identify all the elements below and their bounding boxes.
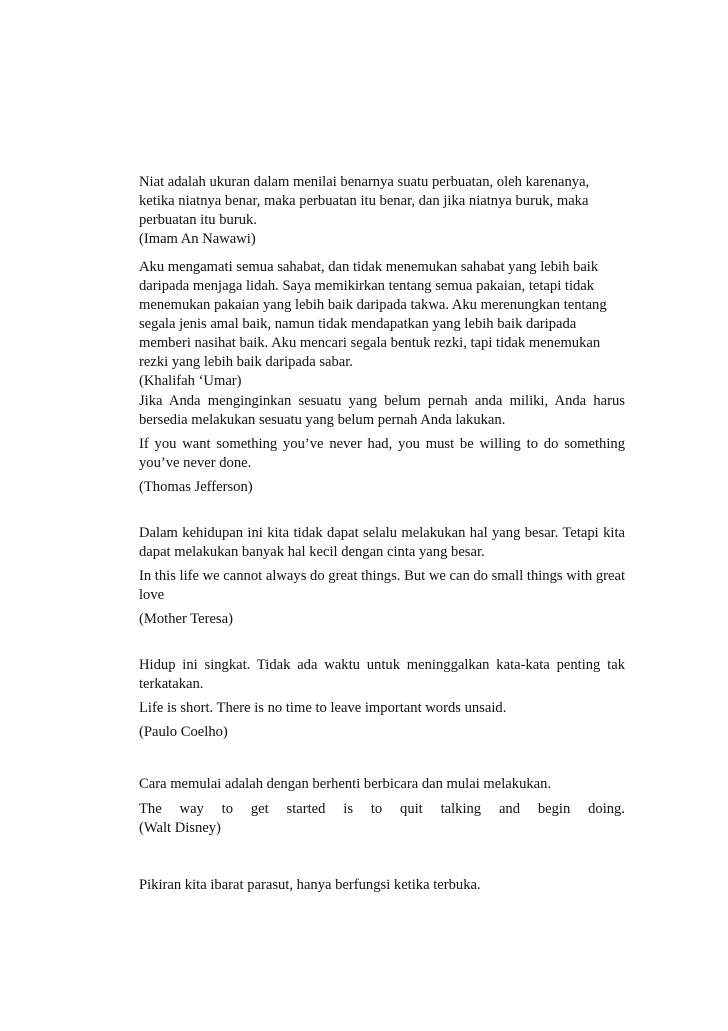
quote-parasut xyxy=(139,876,625,895)
quote-line: menemukan pakaian yang lebih baik daripada takwa. Aku merenungkan tentang xyxy=(139,297,607,313)
quote-line: Niat adalah ukuran dalam menilai benarnya suatu perbuatan, oleh karenanya, xyxy=(139,174,590,190)
quote-author: (Thomas Jefferson) xyxy=(139,479,253,495)
quote-indonesian: Dalam kehidupan ini kita tidak dapat selalu melakukan hal yang besar. Tetapi kita dapat melakukan banyak hal kecil dengan cinta yang besar. xyxy=(139,525,625,560)
quote-indonesian: Pikiran kita ibarat parasut, hanya berfungsi ketika terbuka. xyxy=(139,877,481,893)
quote-walt-disney xyxy=(139,775,625,838)
quote-english: In this life we cannot always do great things. But we can do small things with great love xyxy=(139,568,625,603)
quote-paulo-coelho xyxy=(139,656,625,742)
quote-english: The way to get started is to quit talking and begin doing. xyxy=(139,801,625,817)
quote-line: segala jenis amal baik, namun tidak mendapatkan yang lebih baik daripada xyxy=(139,316,577,332)
quote-author: (Mother Teresa) xyxy=(139,611,233,627)
quote-author: (Khalifah ‘Umar) xyxy=(139,373,242,389)
quote-line: perbuatan itu buruk. xyxy=(139,212,257,228)
quote-indonesian: Cara memulai adalah dengan berhenti berbicara dan mulai melakukan. xyxy=(139,776,552,792)
quote-indonesian: Jika Anda menginginkan sesuatu yang belum pernah anda miliki, Anda harus bersedia melakukan sesuatu yang belum pernah Anda lakukan. xyxy=(139,393,625,428)
quote-line: memberi nasihat baik. Aku mencari segala bentuk rezki, tapi tidak menemukan xyxy=(139,335,601,351)
quote-thomas-jefferson xyxy=(139,392,625,497)
quote-imam-an-nawawi xyxy=(139,173,625,249)
quote-english: If you want something you’ve never had, you must be willing to do something you’ve never done. xyxy=(139,436,625,471)
quote-line: rezki yang lebih baik daripada sabar. xyxy=(139,354,353,370)
quote-line: daripada menjaga lidah. Saya memikirkan tentang semua pakaian, tetapi tidak xyxy=(139,278,595,294)
quote-line: ketika niatnya benar, maka perbuatan itu benar, dan jika niatnya buruk, maka xyxy=(139,193,589,209)
quote-line: Aku mengamati semua sahabat, dan tidak menemukan sahabat yang lebih baik xyxy=(139,259,599,275)
quote-english: Life is short. There is no time to leave important words unsaid. xyxy=(139,700,507,716)
quote-khalifah-umar xyxy=(139,258,625,391)
quote-author: (Paulo Coelho) xyxy=(139,724,228,740)
quote-indonesian: Hidup ini singkat. Tidak ada waktu untuk meninggalkan kata-kata penting tak terkatakan. xyxy=(139,657,625,692)
quote-author: (Walt Disney) xyxy=(139,820,221,836)
quote-mother-teresa xyxy=(139,524,625,629)
quote-author: (Imam An Nawawi) xyxy=(139,231,256,247)
